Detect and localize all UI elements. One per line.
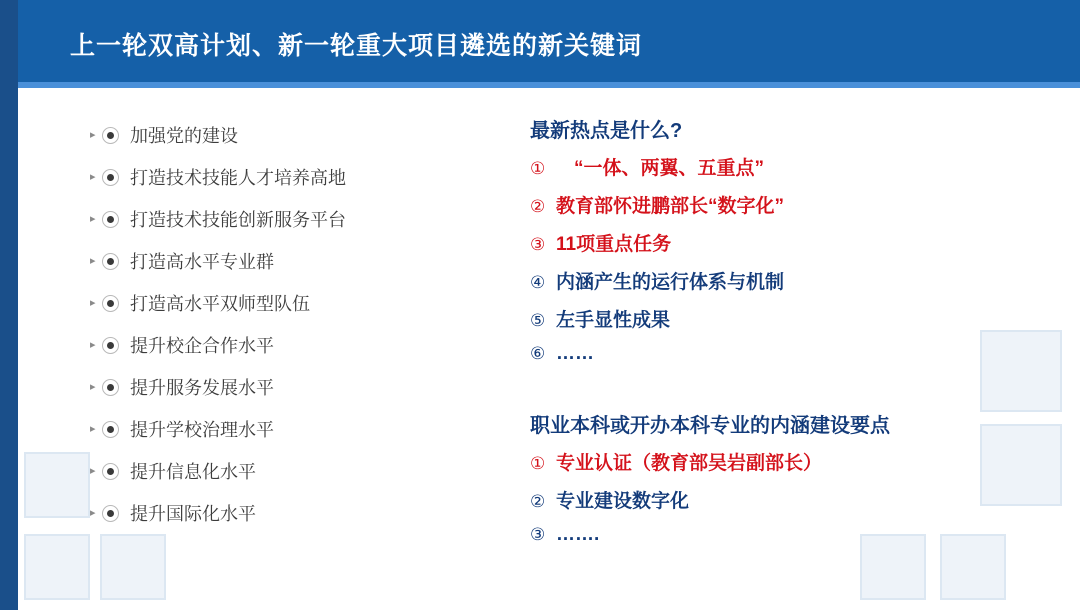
list-item-label: 提升服务发展水平 bbox=[130, 378, 274, 398]
list-item-label: 打造高水平双师型队伍 bbox=[130, 294, 310, 314]
highlights-column bbox=[530, 114, 1050, 562]
bullet-dot-icon bbox=[102, 463, 119, 480]
list-item-label: 打造技术技能人才培养高地 bbox=[130, 168, 346, 188]
list-item-label: 打造技术技能创新服务平台 bbox=[130, 210, 346, 230]
chevron-right-icon: ▸ bbox=[90, 170, 96, 183]
numbered-item bbox=[530, 524, 1050, 562]
list-item bbox=[90, 114, 510, 156]
list-item-label: 加强党的建设 bbox=[130, 126, 238, 146]
numbered-item bbox=[530, 448, 1050, 486]
page-title: 上一轮双高计划、新一轮重大项目遴选的新关键词 bbox=[70, 32, 643, 60]
list-item bbox=[90, 450, 510, 492]
bullet-dot-icon bbox=[102, 421, 119, 438]
item-number: ⑥ bbox=[530, 344, 546, 363]
slide-content bbox=[18, 96, 1080, 610]
list-item bbox=[90, 492, 510, 534]
list-item-label: 提升国际化水平 bbox=[130, 504, 256, 524]
numbered-item bbox=[530, 229, 1050, 267]
list-item bbox=[90, 324, 510, 366]
numbered-item bbox=[530, 305, 1050, 343]
bullet-dot-icon bbox=[102, 295, 119, 312]
bullet-dot-icon bbox=[102, 127, 119, 144]
section-heading-hotspots: 最新热点是什么? bbox=[530, 120, 683, 142]
item-number: ① bbox=[530, 454, 546, 473]
section-gap bbox=[530, 381, 1050, 409]
item-number: ③ bbox=[530, 235, 546, 254]
item-label: …… bbox=[556, 343, 594, 364]
list-item bbox=[90, 282, 510, 324]
chevron-right-icon: ▸ bbox=[90, 296, 96, 309]
item-label: 11项重点任务 bbox=[556, 234, 672, 255]
bullet-dot-icon bbox=[102, 505, 119, 522]
item-label: 左手显性成果 bbox=[556, 310, 671, 331]
bullet-dot-icon bbox=[102, 169, 119, 186]
bullet-dot-icon bbox=[102, 253, 119, 270]
item-number: ③ bbox=[530, 525, 546, 544]
item-label: “一体、两翼、五重点” bbox=[574, 158, 765, 179]
numbered-item bbox=[530, 191, 1050, 229]
list-item-label: 提升学校治理水平 bbox=[130, 420, 274, 440]
item-label: 专业建设数字化 bbox=[556, 491, 690, 512]
section-heading-undergraduate: 职业本科或开办本科专业的内涵建设要点 bbox=[530, 415, 890, 437]
numbered-item bbox=[530, 343, 1050, 381]
item-label: 教育部怀进鹏部长“数字化” bbox=[556, 196, 785, 217]
bullet-dot-icon bbox=[102, 337, 119, 354]
list-item bbox=[90, 156, 510, 198]
list-item-label: 打造高水平专业群 bbox=[130, 252, 274, 272]
item-label: 内涵产生的运行体系与机制 bbox=[556, 272, 785, 293]
list-item bbox=[90, 408, 510, 450]
numbered-item bbox=[530, 153, 1050, 191]
chevron-right-icon: ▸ bbox=[90, 212, 96, 225]
item-label: ……. bbox=[556, 524, 600, 545]
header-accent-line bbox=[18, 82, 1080, 88]
numbered-item bbox=[530, 486, 1050, 524]
keyword-list bbox=[90, 114, 510, 534]
list-item-label: 提升校企合作水平 bbox=[130, 336, 274, 356]
list-item bbox=[90, 240, 510, 282]
chevron-right-icon: ▸ bbox=[90, 380, 96, 393]
list-item bbox=[90, 366, 510, 408]
numbered-item bbox=[530, 267, 1050, 305]
chevron-right-icon: ▸ bbox=[90, 464, 96, 477]
chevron-right-icon: ▸ bbox=[90, 338, 96, 351]
list-item bbox=[90, 198, 510, 240]
bullet-dot-icon bbox=[102, 211, 119, 228]
chevron-right-icon: ▸ bbox=[90, 254, 96, 267]
list-item-label: 提升信息化水平 bbox=[130, 462, 256, 482]
item-number: ① bbox=[530, 159, 546, 178]
chevron-right-icon: ▸ bbox=[90, 128, 96, 141]
item-number: ④ bbox=[530, 273, 546, 292]
item-label: 专业认证（教育部吴岩副部长） bbox=[556, 453, 823, 474]
bullet-dot-icon bbox=[102, 379, 119, 396]
item-number: ⑤ bbox=[530, 311, 546, 330]
chevron-right-icon: ▸ bbox=[90, 506, 96, 519]
left-accent-bar bbox=[0, 0, 18, 610]
chevron-right-icon: ▸ bbox=[90, 422, 96, 435]
item-number: ② bbox=[530, 197, 546, 216]
item-number: ② bbox=[530, 492, 546, 511]
